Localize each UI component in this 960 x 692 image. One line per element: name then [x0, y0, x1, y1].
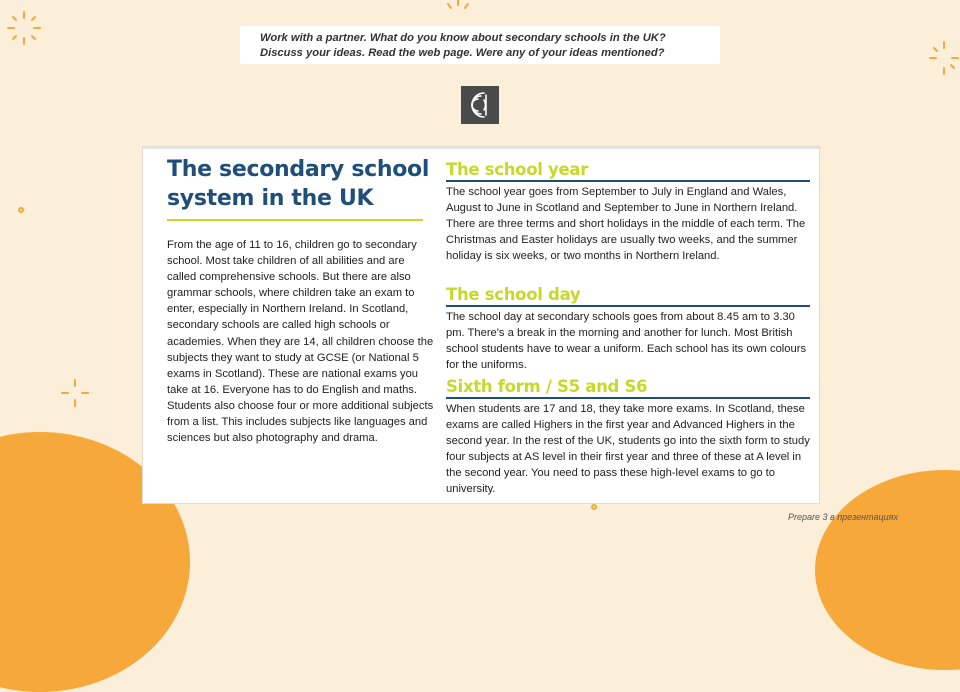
decor-dot — [18, 207, 24, 213]
sparkle-icon — [444, 0, 472, 16]
section-heading-school-year: The school year — [446, 160, 589, 179]
audio-waves-icon — [467, 90, 493, 120]
section-heading-sixth-form: Sixth form / S5 and S6 — [446, 377, 648, 396]
article-page — [142, 146, 820, 504]
sparkle-icon — [928, 40, 960, 76]
audio-speaker-icon[interactable] — [461, 86, 499, 124]
article-intro: From the age of 11 to 16, children go to secondary school. Most take children of all abilities and are called comprehensive schools. But there are also grammar schools, where children take an exam to enter, especially in Northern Ireland. In Scotland, secondary schools are called high schools or academies. When they are 14, all children choose the subjects they want to study at GCSE (or National 5 exams in Scotland). These are national exams you take at 16. Everyone has to do English and maths. Students also choose four or more additional subjects from a list. This includes subjects like languages and sciences but also photography and drama. — [167, 239, 434, 445]
section-heading-school-day: The school day — [446, 285, 581, 304]
page-top-rule — [143, 147, 819, 149]
section-rule — [446, 180, 810, 182]
section-body-sixth-form: When students are 17 and 18, they take more exams. In Scotland, these exams are called Highers in the first year and Advanced Highers in the second year. In the rest of the UK, students go into the sixth form to study four subjects at AS level in their first year and three of these at A level in the second year. You need to pass these high-level exams to go to university. — [446, 403, 810, 496]
instruction-line-2: Discuss your ideas. Read the web page. Were any of your ideas mentioned? — [260, 47, 665, 59]
section-rule — [446, 397, 810, 399]
instruction-box — [240, 26, 720, 64]
title-rule — [167, 219, 423, 221]
instruction-line-1: Work with a partner. What do you know about secondary schools in the UK? — [260, 32, 666, 44]
sparkle-icon — [60, 378, 90, 408]
section-body-school-day: The school day at secondary schools goes from about 8.45 am to 3.30 pm. There's a break in the morning and another for lunch. Most British school students have to wear a uniform. Each school has its own colours for the uniforms. — [446, 311, 807, 372]
article-title: The secondary school system in the UK — [167, 157, 430, 211]
decor-dot — [591, 504, 597, 510]
decor-blob-left-small — [55, 500, 185, 580]
footer-note: Prepare 3 в презентациях — [788, 512, 898, 522]
section-rule — [446, 305, 810, 307]
sparkle-icon — [6, 10, 42, 46]
section-body-school-year: The school year goes from September to July in England and Wales, August to June in Scotland and September to June in Northern Ireland. There are three terms and short holidays in the middle of each term. The Christmas and Easter holidays are usually two weeks, and the summer holiday is six weeks, or two months in Northern Ireland. — [446, 186, 806, 263]
decor-blob-right — [815, 470, 960, 670]
